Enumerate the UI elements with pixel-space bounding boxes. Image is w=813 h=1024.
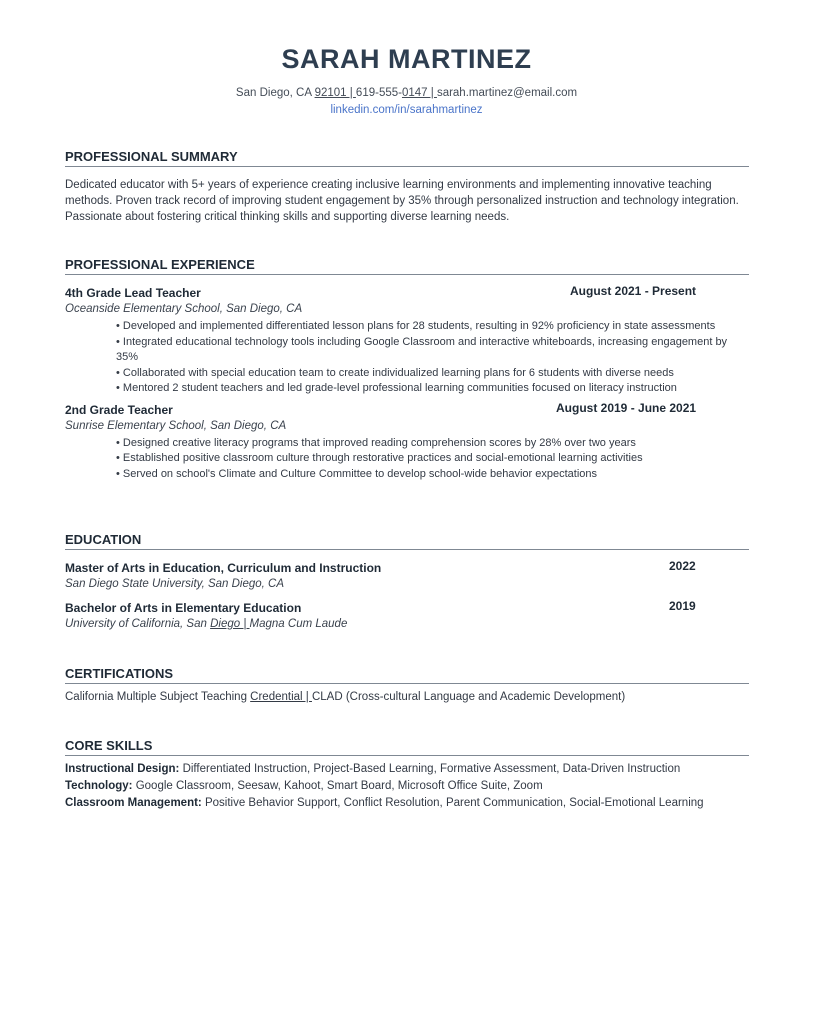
bullet: • Mentored 2 student teachers and led grade-level professional learning communities focused on literacy instruction — [116, 382, 677, 394]
contact-line — [0, 87, 813, 99]
summary-section — [65, 149, 749, 225]
bullet: • Designed creative literacy programs that improved reading comprehension scores by 28% over two years — [116, 436, 636, 449]
education-heading: EDUCATION — [65, 532, 749, 550]
honors: Magna Cum Laude — [249, 618, 348, 630]
job-org: Sunrise Elementary School, San Diego, CA — [65, 419, 287, 432]
skill-label: Technology: — [65, 780, 133, 792]
job-title: 4th Grade Lead Teacher — [65, 286, 201, 300]
school-name-a: University of California, San — [65, 618, 211, 630]
phone-prefix: 619-555- — [355, 87, 402, 99]
job-bullets — [65, 436, 749, 483]
bullet: • Collaborated with special education team to create individualized learning plans for 6 students with diverse needs — [116, 366, 674, 379]
degree-school: San Diego State University, San Diego, CA — [65, 578, 285, 590]
degree-entry — [65, 559, 749, 592]
skill-value: Google Classroom, Seesaw, Kahoot, Smart Board, Microsoft Office Suite, Zoom — [132, 780, 543, 792]
skill-value: Differentiated Instruction, Project-Based Learning, Formative Assessment, Data-Driven Instruction — [179, 763, 681, 775]
degree-year: 2022 — [669, 559, 696, 573]
summary-text: Dedicated educator with 5+ years of experience creating inclusive learning environments and implementing innovative teaching methods. Proven track record of improving student engagement by 35% through personalized instruction and technology integration. Passionate about fostering critical thinking skills and supporting diverse learning needs. — [65, 179, 739, 223]
skill-label: Instructional Design: — [65, 763, 180, 775]
job-title: 2nd Grade Teacher — [65, 402, 173, 417]
bullet: • Integrated educational technology tools including Google Classroom and interactive whiteboards, increasing engagement by 35% — [116, 335, 728, 363]
linkedin-link[interactable]: linkedin.com/in/sarahmartinez — [330, 104, 483, 116]
degree-year: 2019 — [669, 599, 696, 613]
phone-suffix: 0147 | — [401, 87, 437, 99]
candidate-name: SARAH MARTINEZ — [281, 44, 532, 74]
experience-heading: PROFESSIONAL EXPERIENCE — [65, 257, 749, 275]
job-bullets — [65, 319, 749, 397]
school-name-b: Diego | — [210, 618, 250, 630]
cert-text-a: California Multiple Subject Teaching — [65, 691, 251, 703]
certifications-section — [65, 666, 749, 705]
skill-line — [65, 795, 749, 812]
degree-entry — [65, 599, 749, 632]
bullet: • Developed and implemented differentiated lesson plans for 28 students, resulting in 92% proficiency in state assessments — [116, 320, 716, 332]
degree-title: Bachelor of Arts in Elementary Education — [65, 601, 302, 615]
experience-section — [65, 257, 749, 482]
location: San Diego, CA — [235, 87, 315, 99]
skills-list — [65, 761, 749, 812]
skill-line — [65, 761, 749, 778]
job-dates: August 2021 - Present — [570, 284, 697, 298]
certifications-heading: CERTIFICATIONS — [65, 666, 749, 684]
email[interactable]: sarah.martinez@email.com — [436, 87, 578, 99]
skills-section — [65, 738, 749, 812]
cert-text-b: Credential | — [250, 691, 312, 703]
skill-value: Positive Behavior Support, Conflict Resolution, Parent Communication, Social-Emotional Learning — [201, 797, 704, 809]
skills-heading: CORE SKILLS — [65, 738, 749, 756]
job-dates: August 2019 - June 2021 — [556, 400, 697, 415]
cert-text-c: CLAD (Cross-cultural Language and Academic Development) — [311, 691, 626, 703]
bullet: • Served on school's Climate and Culture Committee to develop school-wide behavior expectations — [116, 467, 598, 480]
degree-school — [65, 616, 749, 632]
job-org: Oceanside Elementary School, San Diego, CA — [65, 303, 303, 315]
degree-title: Master of Arts in Education, Curriculum and Instruction — [65, 561, 382, 575]
skill-line — [65, 778, 749, 795]
skill-label: Classroom Management: — [65, 797, 202, 809]
job-entry — [65, 284, 749, 397]
zip-code: 92101 | — [314, 87, 356, 99]
summary-heading: PROFESSIONAL SUMMARY — [65, 149, 749, 167]
certifications-text — [65, 689, 749, 705]
education-section — [65, 532, 749, 632]
bullet: • Established positive classroom culture through restorative practices and social-emotional learning activities — [116, 452, 643, 464]
job-entry — [65, 401, 749, 483]
